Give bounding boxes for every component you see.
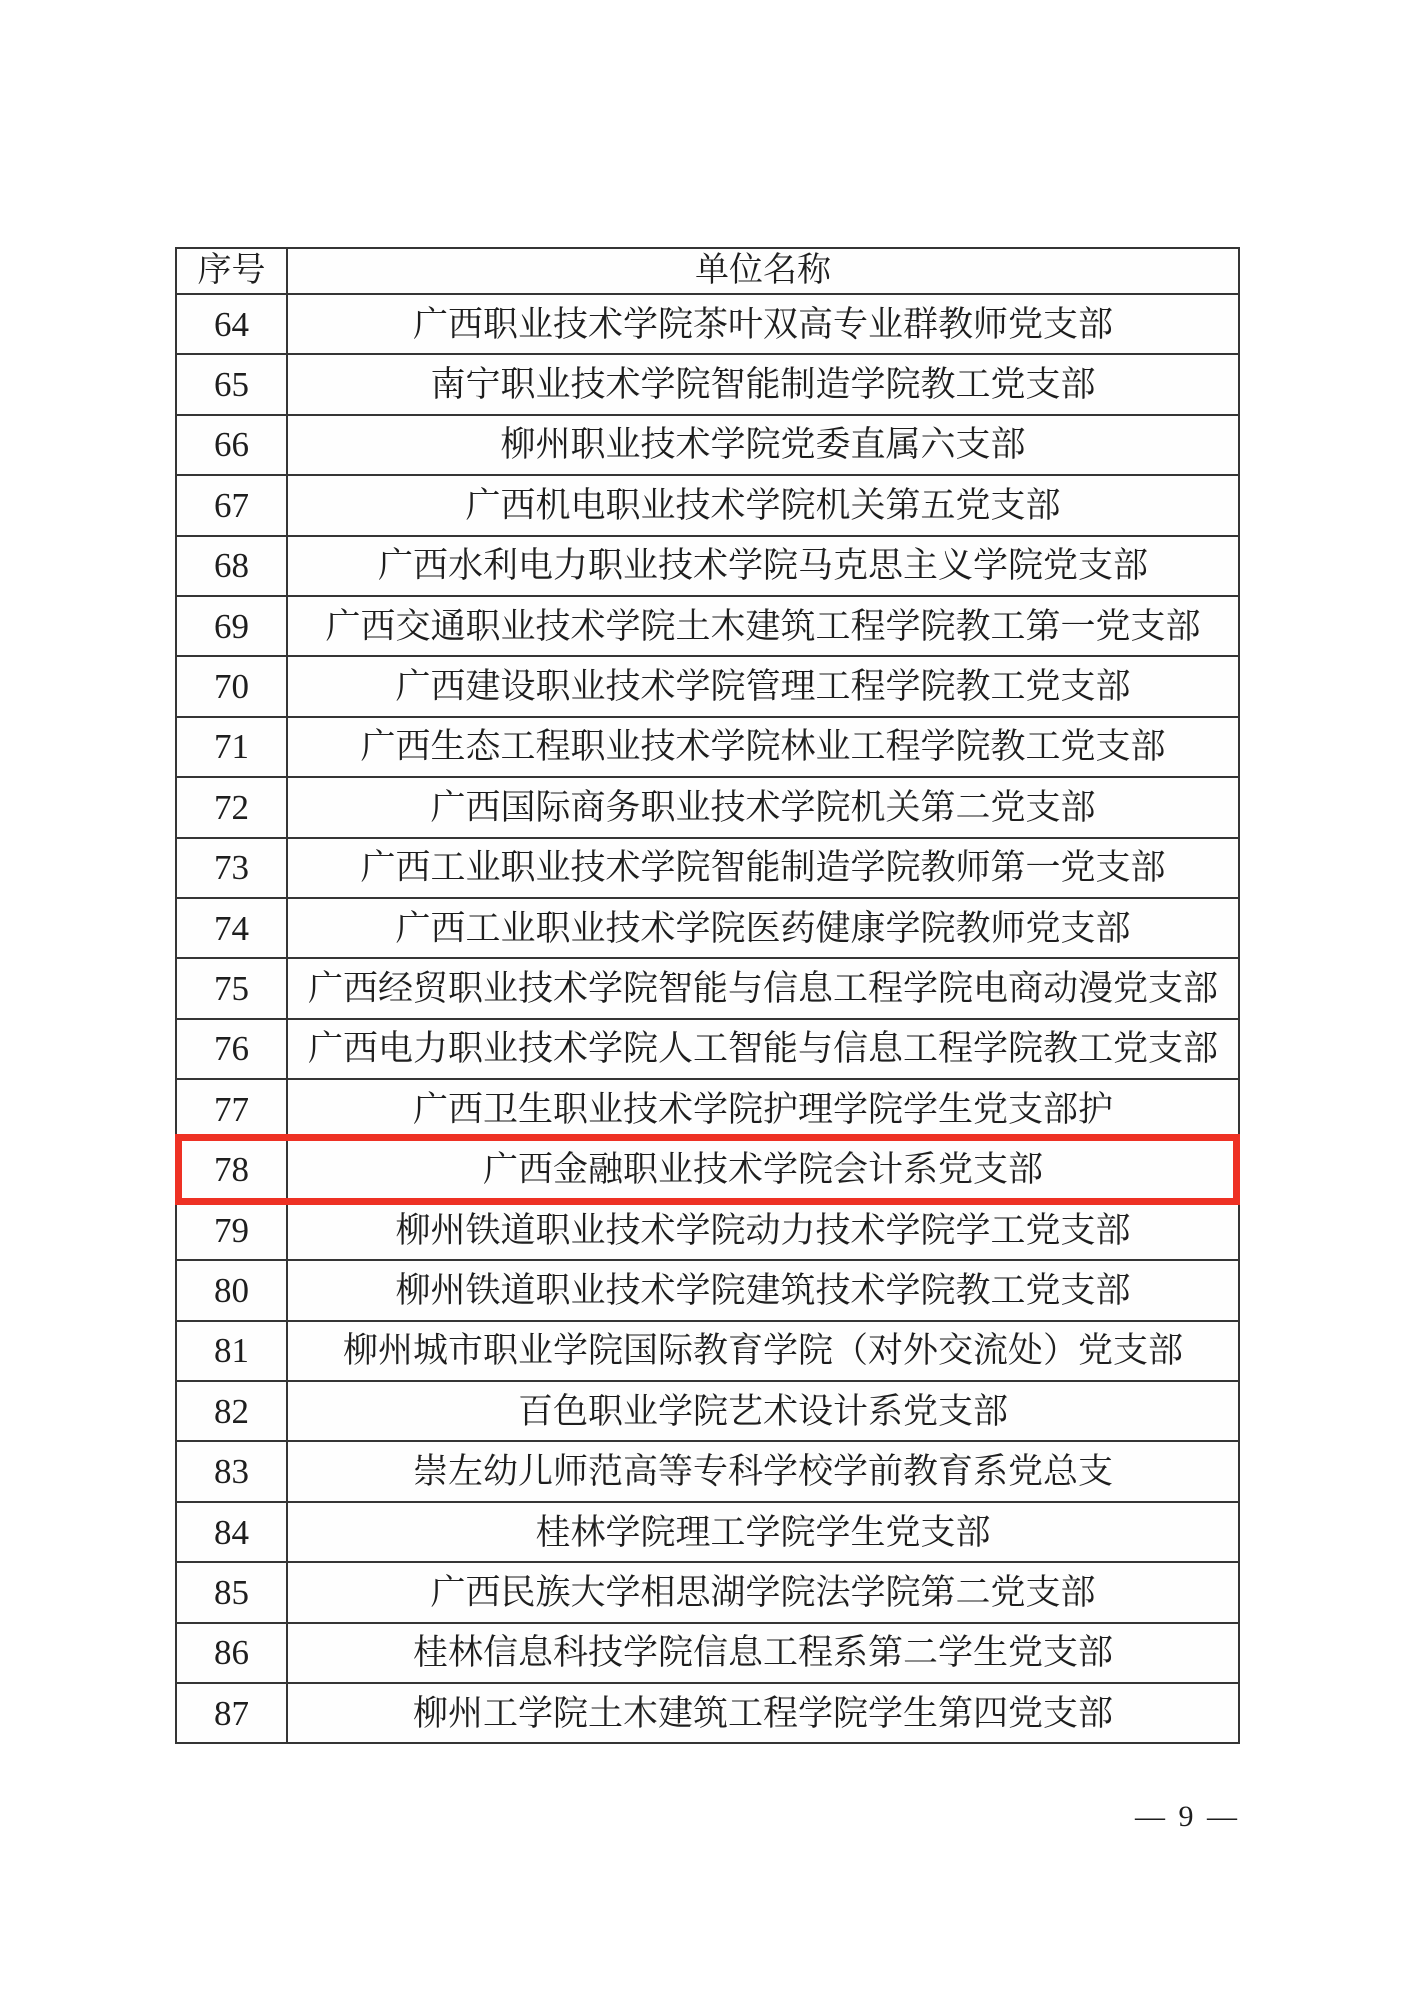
row-index-cell: 84 [177,1503,288,1561]
table-row [177,957,1238,1017]
table-row [177,1682,1238,1742]
units-table [175,247,1240,1744]
table-row [177,1501,1238,1561]
table-row [177,1078,1238,1138]
unit-name-cell: 桂林学院理工学院学生党支部 [535,1512,991,1552]
unit-name-cell: 广西国际商务职业技术学院机关第二党支部 [430,787,1096,827]
row-index-cell: 86 [177,1624,288,1682]
row-index-cell: 64 [177,295,288,353]
table-row [177,776,1238,836]
table-body [177,293,1238,1742]
table-row [177,1320,1238,1380]
table-row [177,595,1238,655]
table-row [177,293,1238,353]
table-row [177,655,1238,715]
row-index-cell: 65 [177,355,288,413]
unit-name-cell: 广西生态工程职业技术学院林业工程学院教工党支部 [360,727,1166,767]
row-index-cell: 79 [177,1201,288,1259]
unit-name-cell: 广西机电职业技术学院机关第五党支部 [465,485,1061,525]
row-index-cell: 80 [177,1261,288,1319]
row-index-cell: 74 [177,899,288,957]
row-index-cell: 71 [177,718,288,776]
row-index-cell: 66 [177,416,288,474]
table-row [177,1138,1238,1198]
unit-name-cell: 柳州城市职业学院国际教育学院（对外交流处）党支部 [342,1331,1183,1371]
row-index-cell: 67 [177,476,288,534]
page-number: — 9 — [1135,1800,1240,1833]
table-row [177,837,1238,897]
table-row [177,1259,1238,1319]
unit-name-cell: 广西卫生职业技术学院护理学院学生党支部护 [412,1089,1113,1129]
unit-name-cell: 百色职业学院艺术设计系党支部 [517,1391,1008,1431]
unit-name-cell: 柳州铁道职业技术学院建筑技术学院教工党支部 [395,1270,1131,1310]
unit-name-cell: 桂林信息科技学院信息工程系第二学生党支部 [412,1633,1113,1673]
unit-name-cell: 广西建设职业技术学院管理工程学院教工党支部 [395,667,1131,707]
unit-name-cell: 广西交通职业技术学院土木建筑工程学院教工第一党支部 [325,606,1201,646]
table-row [177,1440,1238,1500]
table-row [177,1561,1238,1621]
unit-name-cell: 广西民族大学相思湖学院法学院第二党支部 [430,1572,1096,1612]
unit-name-cell: 柳州工学院土木建筑工程学院学生第四党支部 [412,1693,1113,1733]
table-row [177,1622,1238,1682]
row-index-cell: 83 [177,1442,288,1500]
row-index-cell: 87 [177,1684,288,1742]
row-index-cell: 70 [177,657,288,715]
unit-name-cell: 广西经贸职业技术学院智能与信息工程学院电商动漫党支部 [307,968,1218,1008]
unit-name-cell: 广西工业职业技术学院智能制造学院教师第一党支部 [360,848,1166,888]
unit-name-cell: 柳州职业技术学院党委直属六支部 [500,425,1026,465]
unit-name-cell: 柳州铁道职业技术学院动力技术学院学工党支部 [395,1210,1131,1250]
unit-name-cell: 崇左幼儿师范高等专科学校学前教育系党总支 [412,1452,1113,1492]
unit-name-cell: 广西水利电力职业技术学院马克思主义学院党支部 [377,546,1148,586]
unit-name-cell: 广西工业职业技术学院医药健康学院教师党支部 [395,908,1131,948]
unit-name-cell: 广西金融职业技术学院会计系党支部 [482,1150,1043,1190]
unit-name-cell: 南宁职业技术学院智能制造学院教工党支部 [430,365,1096,405]
row-index-cell: 73 [177,839,288,897]
table-row [177,897,1238,957]
unit-name-cell: 广西电力职业技术学院人工智能与信息工程学院教工党支部 [307,1029,1218,1069]
row-index-cell: 76 [177,1020,288,1078]
table-row [177,1199,1238,1259]
row-index-cell: 82 [177,1382,288,1440]
row-index-cell: 78 [177,1140,288,1198]
table-row [177,474,1238,534]
table-row [177,1380,1238,1440]
table-row [177,1018,1238,1078]
row-index-cell: 77 [177,1080,288,1138]
row-index-cell: 69 [177,597,288,655]
unit-name-cell: 广西职业技术学院茶叶双高专业群教师党支部 [412,304,1113,344]
table-row [177,535,1238,595]
row-index-cell: 75 [177,959,288,1017]
table-row [177,414,1238,474]
row-index-cell: 72 [177,778,288,836]
row-index-cell: 85 [177,1563,288,1621]
row-index-cell: 81 [177,1322,288,1380]
header-name-cell: 单位名称 [695,252,831,289]
row-index-cell: 68 [177,537,288,595]
table-header-row [177,249,1238,293]
table-row [177,716,1238,776]
table-row [177,353,1238,413]
header-index-cell: 序号 [177,249,288,293]
